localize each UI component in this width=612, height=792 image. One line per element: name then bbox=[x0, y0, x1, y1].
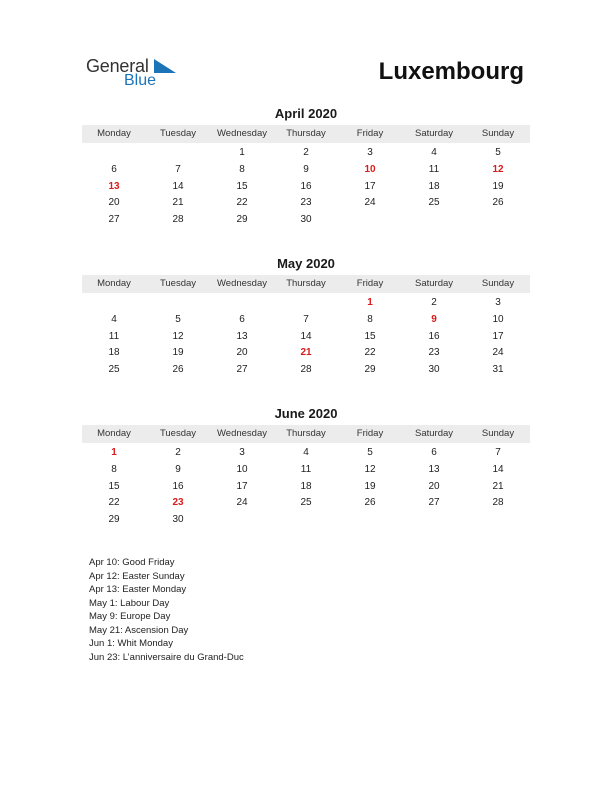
day-cell bbox=[210, 295, 274, 312]
weekday-label: Saturday bbox=[414, 428, 454, 439]
day-cell: 4 bbox=[431, 147, 437, 158]
day-cell: 19 bbox=[172, 347, 184, 359]
holiday-day-cell: 23 bbox=[172, 497, 184, 509]
weekday-label: Tuesday bbox=[159, 428, 197, 439]
day-cell bbox=[402, 512, 466, 529]
day-cell: 12 bbox=[172, 330, 184, 342]
day-cell: 9 bbox=[175, 463, 181, 475]
day-cell: 27 bbox=[236, 364, 248, 376]
day-cell bbox=[466, 512, 530, 529]
day-cell: 25 bbox=[428, 197, 440, 209]
day-cell: 26 bbox=[172, 364, 184, 376]
day-cell: 13 bbox=[236, 330, 248, 342]
month-title: April 2020 bbox=[274, 106, 338, 121]
month-title: May 2020 bbox=[277, 256, 335, 271]
day-cell: 11 bbox=[108, 330, 120, 342]
day-cell: 14 bbox=[300, 330, 312, 342]
day-cell: 27 bbox=[428, 497, 440, 509]
week-row bbox=[82, 179, 530, 196]
month-may bbox=[82, 256, 530, 379]
day-cell: 8 bbox=[239, 163, 245, 175]
day-cell bbox=[146, 145, 210, 162]
day-cell: 28 bbox=[492, 497, 504, 509]
day-cell: 24 bbox=[492, 347, 504, 359]
day-cell: 14 bbox=[492, 463, 504, 475]
holiday-day-cell: 10 bbox=[364, 163, 376, 175]
holiday-list-item: May 21: Ascension Day bbox=[89, 624, 189, 636]
day-cell: 25 bbox=[300, 497, 312, 509]
week-row bbox=[82, 479, 530, 496]
day-cell: 26 bbox=[364, 497, 376, 509]
logo-blue-text: Blue bbox=[124, 72, 157, 89]
day-cell: 5 bbox=[175, 313, 181, 325]
day-cell bbox=[338, 512, 402, 529]
day-cell: 19 bbox=[492, 180, 504, 192]
day-cell: 22 bbox=[108, 497, 120, 509]
weekday-label: Friday bbox=[356, 428, 384, 439]
generalblue-logo bbox=[86, 56, 186, 92]
day-cell: 17 bbox=[492, 330, 504, 342]
weekday-label: Friday bbox=[356, 278, 384, 289]
day-cell: 15 bbox=[236, 180, 248, 192]
day-cell: 22 bbox=[364, 347, 376, 359]
day-cell: 18 bbox=[300, 480, 312, 492]
day-cell: 2 bbox=[303, 147, 309, 158]
holiday-day-cell: 13 bbox=[108, 180, 120, 192]
day-cell: 23 bbox=[300, 197, 312, 209]
weekday-label: Wednesday bbox=[217, 128, 267, 139]
week-row bbox=[82, 145, 530, 162]
day-cell: 27 bbox=[108, 214, 120, 226]
day-cell: 30 bbox=[300, 214, 312, 226]
weekday-header-row bbox=[82, 275, 530, 293]
day-cell: 16 bbox=[300, 180, 312, 192]
weekday-label: Saturday bbox=[414, 278, 454, 289]
holiday-list-item: Apr 10: Good Friday bbox=[89, 557, 175, 568]
weekday-label: Wednesday bbox=[217, 428, 267, 439]
day-cell: 29 bbox=[236, 214, 248, 226]
day-cell: 3 bbox=[495, 297, 501, 308]
holiday-list-item: Jun 23: L’anniversaire du Grand-Duc bbox=[89, 651, 244, 663]
weekday-header-row bbox=[82, 125, 530, 143]
day-cell: 28 bbox=[300, 364, 312, 376]
day-cell bbox=[338, 212, 402, 229]
day-cell: 25 bbox=[108, 364, 120, 376]
day-cell: 12 bbox=[364, 463, 376, 475]
day-cell: 21 bbox=[492, 480, 504, 492]
day-cell: 17 bbox=[364, 180, 376, 192]
week-row bbox=[82, 212, 530, 229]
day-cell: 2 bbox=[431, 297, 437, 308]
weekday-label: Monday bbox=[97, 428, 131, 439]
day-cell: 10 bbox=[236, 463, 248, 475]
day-cell: 7 bbox=[495, 447, 501, 458]
day-cell: 18 bbox=[428, 180, 440, 192]
day-cell: 22 bbox=[236, 197, 248, 209]
weekday-label: Sunday bbox=[481, 278, 515, 289]
day-cell: 3 bbox=[239, 447, 245, 458]
holiday-day-cell: 12 bbox=[492, 163, 504, 175]
week-row bbox=[82, 462, 530, 479]
day-cell: 29 bbox=[364, 364, 376, 376]
day-cell: 1 bbox=[239, 147, 245, 158]
day-cell: 3 bbox=[367, 147, 373, 158]
day-cell: 13 bbox=[428, 463, 440, 475]
week-row bbox=[82, 445, 530, 462]
weekday-label: Sunday bbox=[481, 128, 515, 139]
day-cell: 10 bbox=[492, 313, 504, 325]
weekday-label: Thursday bbox=[286, 128, 326, 139]
weekday-label: Thursday bbox=[286, 428, 326, 439]
holiday-day-cell: 21 bbox=[300, 347, 312, 359]
day-cell: 19 bbox=[364, 480, 376, 492]
day-cell bbox=[210, 512, 274, 529]
day-cell: 7 bbox=[303, 313, 309, 325]
day-cell: 11 bbox=[428, 163, 440, 175]
week-row bbox=[82, 295, 530, 312]
day-cell: 15 bbox=[364, 330, 376, 342]
day-cell: 24 bbox=[236, 497, 248, 509]
holiday-list-item: Apr 12: Easter Sunday bbox=[89, 570, 185, 582]
holiday-day-cell: 1 bbox=[367, 297, 373, 308]
day-cell: 16 bbox=[172, 480, 184, 492]
day-cell bbox=[466, 212, 530, 229]
week-row bbox=[82, 329, 530, 346]
week-row bbox=[82, 195, 530, 212]
day-cell bbox=[82, 295, 146, 312]
day-cell: 11 bbox=[300, 463, 312, 475]
day-cell: 21 bbox=[172, 197, 184, 209]
day-cell: 7 bbox=[175, 163, 181, 175]
day-cell: 6 bbox=[239, 313, 245, 325]
day-cell: 26 bbox=[492, 197, 504, 209]
weekday-label: Thursday bbox=[286, 278, 326, 289]
weekday-label: Tuesday bbox=[159, 128, 197, 139]
week-row bbox=[82, 312, 530, 329]
week-row bbox=[82, 495, 530, 512]
day-cell: 18 bbox=[108, 347, 120, 359]
week-row bbox=[82, 362, 530, 379]
holiday-list-item: May 1: Labour Day bbox=[89, 597, 170, 609]
month-title: June 2020 bbox=[274, 406, 338, 421]
weekday-label: Wednesday bbox=[217, 278, 267, 289]
day-cell: 6 bbox=[111, 163, 117, 175]
day-cell bbox=[82, 145, 146, 162]
logo-general-text: General bbox=[86, 56, 149, 76]
day-cell: 5 bbox=[367, 447, 373, 458]
weekday-label: Saturday bbox=[414, 128, 454, 139]
day-cell: 30 bbox=[172, 514, 184, 526]
week-row bbox=[82, 512, 530, 529]
country-title: Luxembourg bbox=[378, 58, 524, 85]
day-cell: 23 bbox=[428, 347, 440, 359]
day-cell: 8 bbox=[367, 313, 373, 325]
day-cell bbox=[274, 295, 338, 312]
day-cell: 4 bbox=[303, 447, 309, 458]
day-cell: 31 bbox=[492, 364, 504, 376]
weekday-label: Monday bbox=[97, 278, 131, 289]
day-cell: 24 bbox=[364, 197, 376, 209]
weekday-label: Monday bbox=[97, 128, 131, 139]
day-cell: 17 bbox=[236, 480, 248, 492]
holiday-day-cell: 1 bbox=[111, 447, 117, 458]
weekday-header-row bbox=[82, 425, 530, 443]
day-cell: 14 bbox=[172, 180, 184, 192]
week-row bbox=[82, 162, 530, 179]
holiday-list-item: May 9: Europe Day bbox=[89, 611, 171, 622]
day-cell: 2 bbox=[175, 447, 181, 458]
holiday-list bbox=[89, 556, 244, 664]
day-cell: 20 bbox=[236, 347, 248, 359]
day-cell: 29 bbox=[108, 514, 120, 526]
day-cell bbox=[274, 512, 338, 529]
day-cell: 5 bbox=[495, 147, 501, 158]
holiday-day-cell: 9 bbox=[431, 313, 437, 325]
day-cell: 20 bbox=[428, 480, 440, 492]
day-cell: 4 bbox=[111, 313, 117, 325]
day-cell bbox=[146, 295, 210, 312]
month-june bbox=[82, 406, 530, 529]
day-cell: 16 bbox=[428, 330, 440, 342]
weekday-label: Sunday bbox=[481, 428, 515, 439]
day-cell bbox=[402, 212, 466, 229]
month-april bbox=[82, 106, 530, 229]
day-cell: 9 bbox=[303, 163, 309, 175]
week-row bbox=[82, 345, 530, 362]
day-cell: 30 bbox=[428, 364, 440, 376]
day-cell: 20 bbox=[108, 197, 120, 209]
weekday-label: Tuesday bbox=[159, 278, 197, 289]
day-cell: 8 bbox=[111, 463, 117, 475]
holiday-list-item: Apr 13: Easter Monday bbox=[89, 584, 187, 595]
holiday-list-item: Jun 1: Whit Monday bbox=[89, 638, 173, 649]
day-cell: 28 bbox=[172, 214, 184, 226]
weekday-label: Friday bbox=[356, 128, 384, 139]
day-cell: 6 bbox=[431, 447, 437, 458]
day-cell: 15 bbox=[108, 480, 120, 492]
